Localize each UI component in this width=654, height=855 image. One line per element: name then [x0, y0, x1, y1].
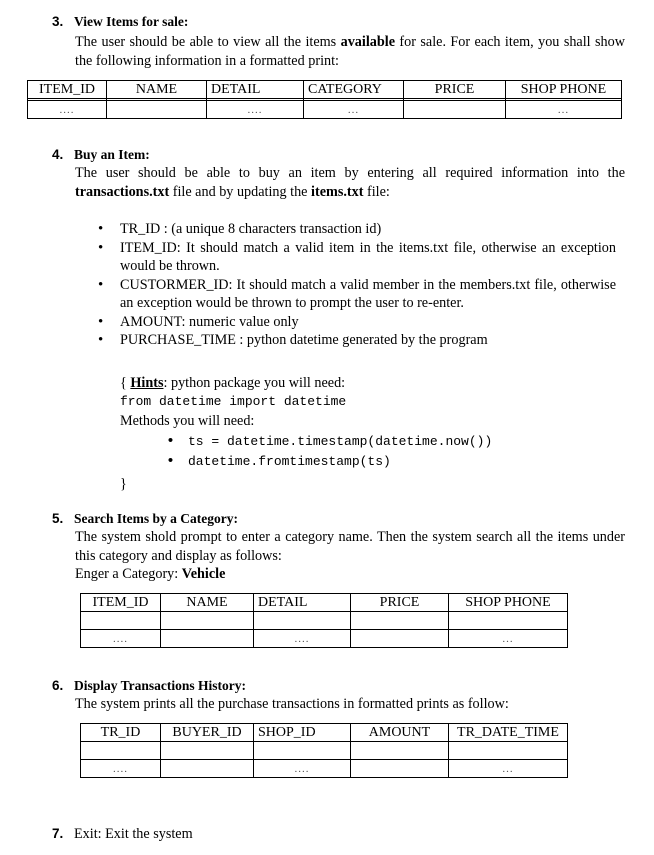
section-number: 4. — [52, 147, 64, 162]
hints-line — [120, 374, 346, 393]
section-5-heading — [52, 510, 238, 529]
table-cell: .... — [28, 101, 107, 119]
list-item: • TR_ID : (a unique 8 characters transaction id) — [98, 220, 616, 239]
table-cell: ... — [506, 101, 622, 119]
brace-close: } — [120, 476, 127, 492]
section-number: 5. — [52, 511, 64, 526]
table-cell: .... — [254, 630, 351, 648]
section-4-paragraph — [75, 164, 625, 201]
category-prompt — [75, 565, 225, 584]
table-header-cell: ITEM_ID — [81, 594, 161, 612]
table-header-cell: TR_DATE_TIME — [449, 724, 568, 742]
table-cell: .... — [207, 101, 304, 119]
table-cell — [351, 760, 449, 778]
list-item: • ts = datetime.timestamp(datetime.now()) — [166, 432, 586, 452]
table-cell — [351, 630, 449, 648]
section-3-paragraph — [75, 33, 625, 70]
table-cell — [161, 630, 254, 648]
list-item: • ITEM_ID: It should match a valid item in the items.txt file, otherwise an exception would be thrown. — [98, 239, 616, 276]
text-run: The user should be able to buy an item by entering all required information into the — [75, 165, 625, 181]
list-item: • datetime.fromtimestamp(ts) — [166, 452, 586, 472]
hints-label: Hints — [130, 375, 164, 391]
table-header-row — [28, 81, 622, 99]
table-header-cell: BUYER_ID — [161, 724, 254, 742]
section-title: Search Items by a Category: — [74, 511, 238, 526]
methods-label: Methods you will need: — [120, 413, 255, 429]
table-header-cell: SHOP PHONE — [506, 81, 622, 99]
table-cell: .... — [254, 760, 351, 778]
table-header-cell: DETAIL — [254, 594, 351, 612]
import-code: from datetime import datetime — [120, 393, 347, 409]
table-header-cell: PRICE — [351, 594, 449, 612]
section-3-heading — [52, 13, 188, 32]
transactions-history-table — [80, 723, 568, 778]
brace-open: { — [120, 375, 131, 391]
table-cell — [161, 760, 254, 778]
section-title: View Items for sale: — [74, 14, 189, 29]
text-run: The user should be able to view all the items — [75, 34, 341, 50]
prompt-label: Enger a Category: — [75, 566, 182, 582]
table-cell: ... — [449, 760, 568, 778]
list-item: • AMOUNT: numeric value only — [98, 313, 616, 332]
table-row — [81, 612, 568, 630]
table-header-cell: SHOP PHONE — [449, 594, 568, 612]
section-title: Buy an Item: — [74, 147, 150, 162]
table-header-cell: CATEGORY — [304, 81, 404, 99]
section-4-heading — [52, 146, 150, 165]
table-row — [81, 630, 568, 648]
table-header-cell: AMOUNT — [351, 724, 449, 742]
text-run: : python package you will need: — [163, 375, 346, 391]
section-6-heading — [52, 677, 246, 696]
table-header-cell: SHOP_ID — [254, 724, 351, 742]
table-header-cell: NAME — [161, 594, 254, 612]
list-item: • CUSTORMER_ID: It should match a valid member in the members.txt file, otherwise an exception would be thrown to prompt the user to re-enter. — [98, 276, 616, 313]
table-row — [81, 742, 568, 760]
required-fields-list — [98, 220, 616, 350]
table-cell: .... — [81, 760, 161, 778]
table-header-row — [81, 594, 568, 612]
table-cell: ... — [304, 101, 404, 119]
table-cell — [404, 101, 506, 119]
table-header-row — [81, 724, 568, 742]
text-run-bold: transactions.txt — [75, 183, 170, 200]
table-header-cell: PRICE — [404, 81, 506, 99]
text-run-bold: available — [340, 34, 395, 50]
section-number: 3. — [52, 14, 64, 29]
section-number: 7. — [52, 826, 64, 841]
category-search-table — [80, 593, 568, 648]
text-run: for sale. For each item, you shall show the following information in a formatted print: — [75, 34, 625, 69]
methods-list — [166, 432, 586, 472]
hints-block — [120, 374, 346, 431]
section-5-paragraph: The system shold prompt to enter a category name. Then the system search all the items under this category and display as follows: — [75, 529, 625, 564]
table-cell — [107, 101, 207, 119]
table-row — [28, 101, 622, 119]
table-header-cell: DETAIL — [207, 81, 304, 99]
text-run: file and by updating the — [169, 183, 312, 200]
table-header-cell: ITEM_ID — [28, 81, 107, 99]
section-text: Exit: Exit the system — [74, 826, 193, 842]
table-header-cell: NAME — [107, 81, 207, 99]
table-row — [81, 760, 568, 778]
prompt-value: Vehicle — [181, 566, 226, 582]
table-cell: .... — [81, 630, 161, 648]
table-cell: ... — [449, 630, 568, 648]
text-run: file: — [363, 183, 390, 200]
section-title: Display Transactions History: — [74, 678, 247, 693]
section-number: 6. — [52, 678, 64, 693]
text-run-bold: items.txt — [311, 183, 364, 200]
section-7-heading — [52, 825, 193, 844]
list-item: • PURCHASE_TIME : python datetime generated by the program — [98, 331, 616, 350]
section-6-paragraph: The system prints all the purchase transactions in formatted prints as follow: — [75, 696, 509, 712]
table-header-cell: TR_ID — [81, 724, 161, 742]
items-for-sale-table — [27, 80, 622, 119]
